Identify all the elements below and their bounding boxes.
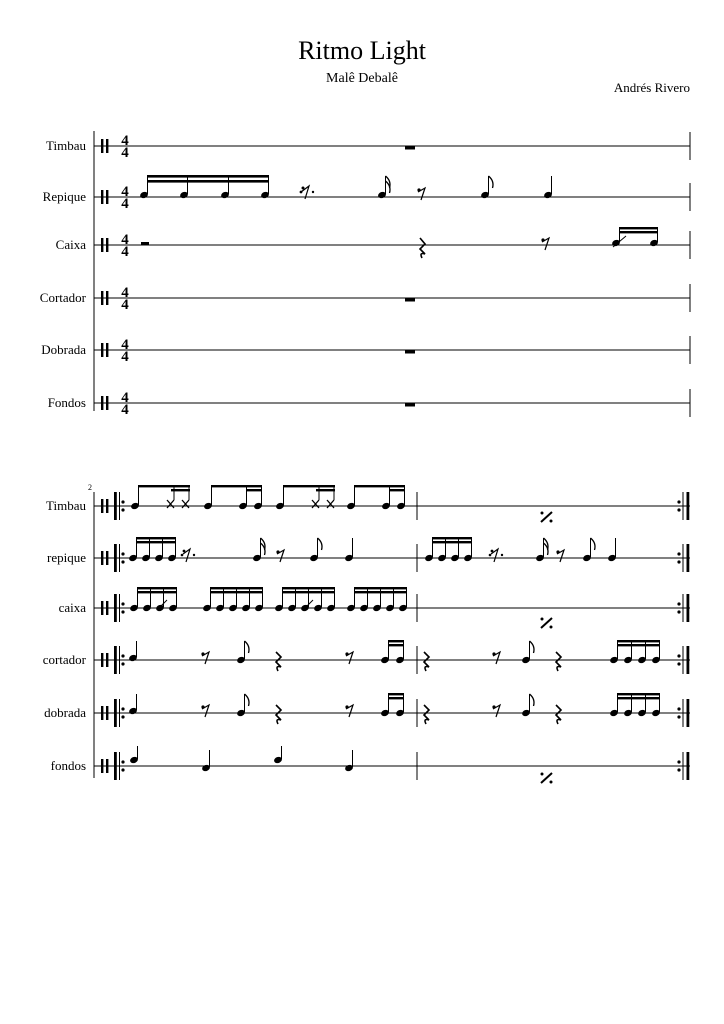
- eighth-rest: [345, 652, 353, 664]
- quarter-note: [128, 694, 138, 715]
- staff-row: [51, 746, 690, 784]
- eighth-note: [521, 641, 534, 664]
- score-title: Ritmo Light: [298, 36, 426, 65]
- quarter-rest: [424, 705, 429, 724]
- time-signature-top: 4: [121, 337, 129, 353]
- staff-row: [48, 389, 690, 418]
- percussion-clef-icon: [101, 343, 103, 357]
- quarter-note: [129, 746, 139, 764]
- whole-rest: [405, 350, 415, 354]
- time-signature-top: 4: [121, 285, 129, 301]
- time-signature-top: 4: [121, 184, 129, 200]
- eighth-note: [582, 538, 595, 562]
- whole-rest: [405, 403, 415, 407]
- eighth-rest: [276, 550, 284, 562]
- time-signature-bottom: 4: [121, 244, 129, 260]
- percussion-clef-icon: [101, 706, 103, 720]
- quarter-note: [273, 746, 283, 764]
- staff-row: [59, 587, 690, 629]
- quarter-rest: [276, 652, 281, 671]
- eighth-rest: [201, 705, 209, 717]
- quarter-note: [543, 176, 553, 199]
- measure-repeat-icon: [541, 512, 553, 523]
- quarter-rest: [424, 652, 429, 671]
- time-signature-bottom: 4: [121, 297, 129, 313]
- quarter-rest: [556, 652, 561, 671]
- measure-repeat-icon: [541, 618, 553, 629]
- instrument-label: caixa: [58, 600, 86, 615]
- percussion-clef-icon: [101, 139, 103, 153]
- instrument-label: Caixa: [55, 237, 86, 252]
- score-subtitle: Malê Debalê: [326, 71, 398, 86]
- percussion-clef-icon: [101, 499, 103, 513]
- measure-number: 2: [88, 483, 92, 492]
- eighth-note: [309, 538, 322, 562]
- percussion-clef-icon: [101, 653, 103, 667]
- instrument-label: Repique: [42, 189, 86, 204]
- staff-row: [43, 175, 690, 212]
- staff-row: [56, 227, 690, 260]
- measure-repeat-icon: [541, 773, 553, 784]
- eighth-rest: [492, 705, 500, 717]
- sixteenth-note-group: [139, 175, 270, 199]
- instrument-label: Fondos: [47, 395, 86, 410]
- staff-row: [44, 693, 690, 727]
- time-signature-bottom: 4: [121, 402, 129, 418]
- percussion-clef-icon: [101, 601, 103, 615]
- instrument-label: Timbau: [46, 498, 86, 513]
- time-signature-top: 4: [121, 390, 129, 406]
- instrument-label: Cortador: [39, 290, 86, 305]
- eighth-note: [521, 694, 534, 717]
- sixteenth-note-group: [609, 640, 661, 664]
- eighth-rest: [417, 188, 425, 200]
- percussion-clef-icon: [101, 759, 103, 773]
- quarter-note: [344, 750, 354, 772]
- staff-row: [40, 284, 690, 313]
- quarter-note: [607, 538, 617, 562]
- eighth-note: [236, 694, 249, 717]
- time-signature-bottom: 4: [121, 145, 129, 161]
- quarter-rest: [276, 705, 281, 724]
- instrument-label: fondos: [50, 758, 86, 773]
- eighth-rest: [556, 550, 564, 562]
- sixteenth-note-pair: [380, 693, 405, 717]
- quarter-rest: [556, 705, 561, 724]
- eighth-rest: [345, 705, 353, 717]
- time-signature-top: 4: [121, 133, 129, 149]
- time-signature-top: 4: [121, 232, 129, 248]
- sixteenth-note: [377, 176, 390, 199]
- eighth-rest: [541, 238, 549, 250]
- instrument-label: cortador: [42, 652, 86, 667]
- sixteenth-note: [535, 538, 548, 562]
- instrument-label: Timbau: [46, 138, 86, 153]
- staff-row: [46, 132, 690, 161]
- whole-rest: [405, 146, 415, 150]
- sixteenth-rest-dotted: [489, 549, 503, 562]
- composer-name: Andrés Rivero: [613, 80, 690, 95]
- sixteenth-rest-dotted: [181, 549, 196, 562]
- quarter-rest: [420, 238, 425, 258]
- staff-row: [41, 336, 690, 365]
- time-signature-bottom: 4: [121, 349, 129, 365]
- sixteenth-note: [252, 538, 265, 562]
- staff-row: [47, 537, 690, 572]
- sixteenth-note-group: [609, 693, 661, 717]
- half-rest: [141, 242, 149, 246]
- quarter-note: [201, 750, 211, 772]
- percussion-clef-icon: [101, 551, 103, 565]
- time-signature-bottom: 4: [121, 196, 129, 212]
- percussion-clef-icon: [101, 291, 103, 305]
- staff-row: [46, 485, 690, 523]
- eighth-rest: [492, 652, 500, 664]
- quarter-note: [128, 641, 138, 662]
- staff-row: [43, 640, 690, 674]
- eighth-note: [480, 176, 493, 199]
- system-2: [43, 483, 690, 784]
- grace-sixteenth-pair: [611, 227, 659, 247]
- sixteenth-note-pair: [380, 640, 405, 664]
- percussion-clef-icon: [101, 190, 103, 204]
- quarter-note: [344, 538, 354, 562]
- instrument-label: Dobrada: [41, 342, 86, 357]
- percussion-clef-icon: [101, 396, 103, 410]
- percussion-clef-icon: [101, 238, 103, 252]
- eighth-note: [236, 641, 249, 664]
- instrument-label: dobrada: [44, 705, 86, 720]
- eighth-rest: [201, 652, 209, 664]
- whole-rest: [405, 298, 415, 302]
- system-1: [40, 131, 690, 418]
- instrument-label: repique: [47, 550, 86, 565]
